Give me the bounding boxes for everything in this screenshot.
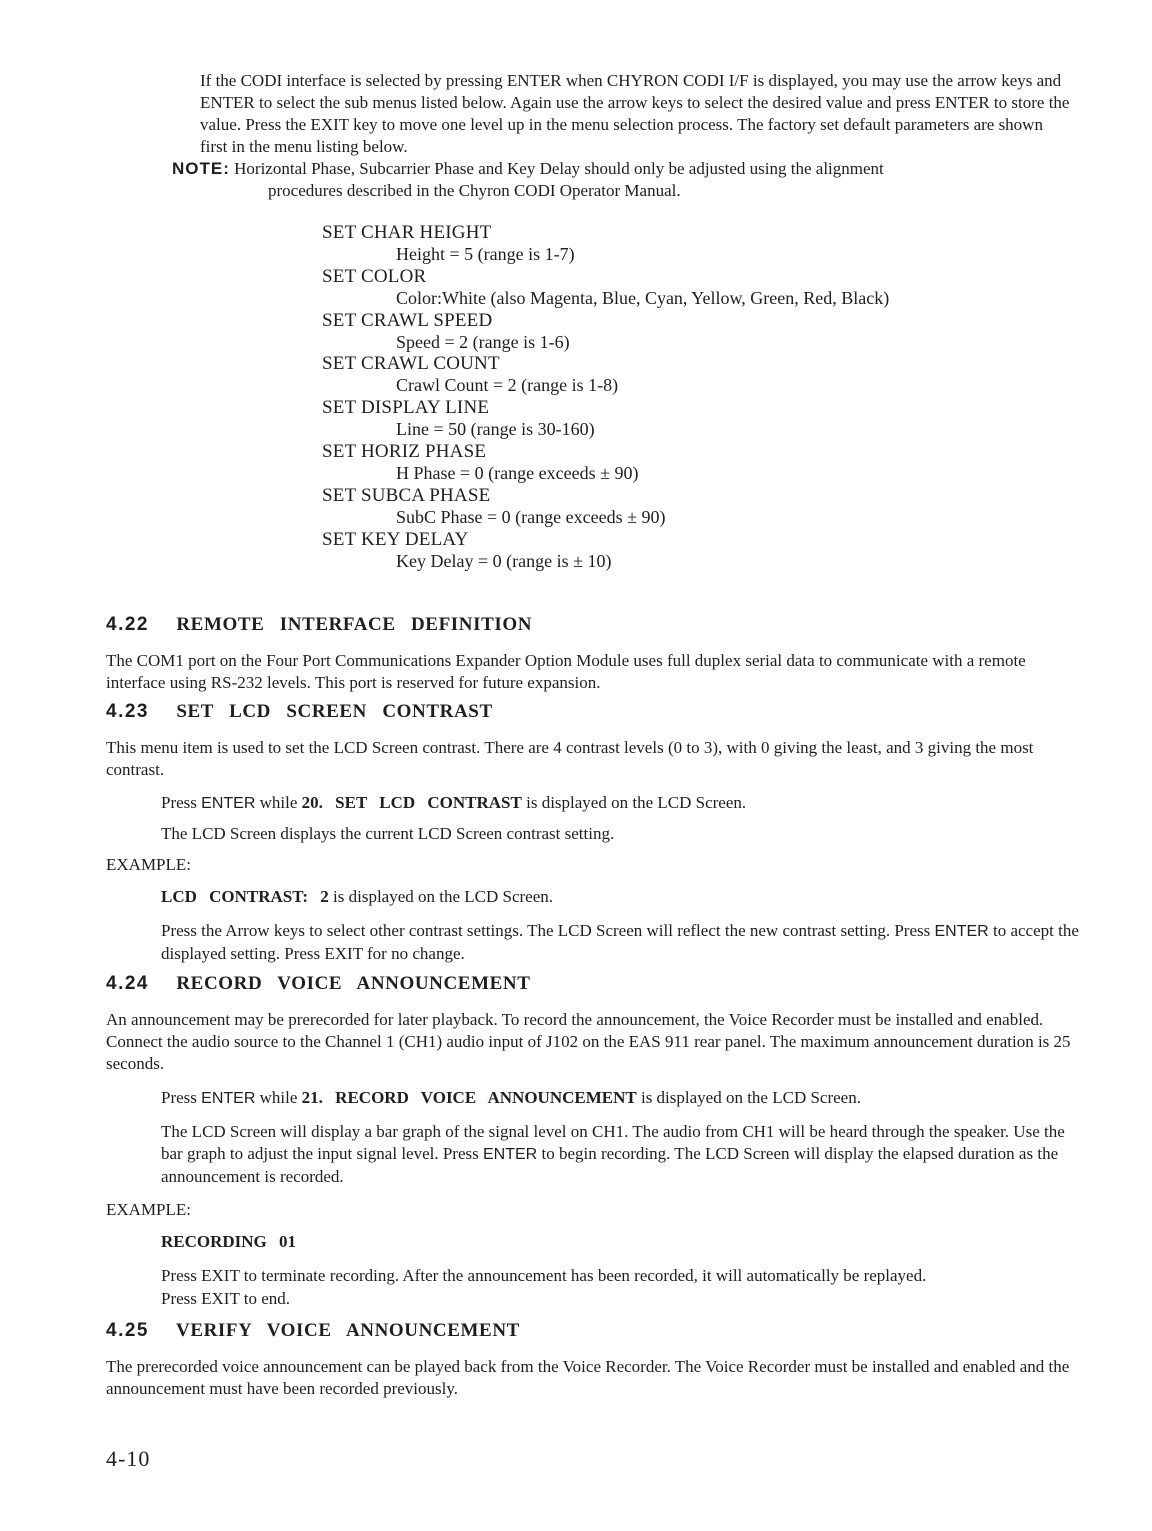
enter-key: ENTER	[934, 923, 989, 940]
section-4-24-heading	[106, 973, 530, 995]
menu-heading: SET HORIZ PHASE	[322, 441, 487, 463]
example-tail: is displayed on the LCD Screen.	[333, 887, 554, 906]
arrow-text-b: to accept the displayed setting. Press EXIT for no change.	[161, 921, 1079, 963]
menu-heading: SET KEY DELAY	[322, 528, 469, 550]
menu-item-21: 21. RECORD VOICE ANNOUNCEMENT	[301, 1088, 637, 1107]
while-word: while	[259, 793, 298, 812]
enter-key: ENTER	[483, 1146, 538, 1163]
menu-heading: SET CRAWL COUNT	[322, 353, 500, 375]
record-bar-graph-paragraph	[161, 1121, 1086, 1188]
menu-value: Line = 50 (range is 30-160)	[396, 419, 595, 440]
menu-value: Speed = 2 (range is 1-6)	[396, 331, 570, 352]
section-4-25-heading	[106, 1320, 520, 1342]
section-4-25-body: The prerecorded voice announcement can be played back from the Voice Recorder. The Voice Recorder must be installed and enabled and the announcement must have been recorded previously.	[106, 1357, 1070, 1398]
record-exit-line-2: Press EXIT to end.	[161, 1289, 291, 1308]
section-4-24-body: An announcement may be prerecorded for later playback. To record the announcement, the Voice Recorder must be installed and enabled. Connect the audio source to the Channel 1 (CH1) audio input of J102 on the EAS 911 rear panel. The maximum announcement duration is 25 seconds.	[106, 1010, 1071, 1073]
recording-example-line	[161, 1231, 1086, 1253]
codi-note	[172, 158, 1062, 202]
menu-heading: SET DISPLAY LINE	[322, 397, 490, 419]
press-tail: is displayed on the LCD Screen.	[640, 1088, 861, 1107]
menu-heading: SET CHAR HEIGHT	[322, 222, 492, 243]
menu-heading: SET SUBCA PHASE	[322, 484, 491, 506]
section-4-22-heading	[106, 614, 532, 636]
press-word: Press	[161, 1088, 197, 1107]
section-title: RECORD VOICE ANNOUNCEMENT	[176, 973, 531, 994]
while-word: while	[259, 1088, 298, 1107]
contrast-example-line	[161, 886, 1086, 908]
note-line-2: procedures described in the Chyron CODI Operator Manual.	[268, 181, 681, 200]
menu-value: SubC Phase = 0 (range exceeds ± 90)	[396, 506, 666, 527]
contrast-displays-line: The LCD Screen displays the current LCD Screen contrast setting.	[161, 824, 615, 843]
press-tail: is displayed on the LCD Screen.	[526, 793, 747, 812]
recording-display: RECORDING 01	[161, 1232, 297, 1251]
press-word: Press	[161, 793, 197, 812]
section-number: 4.24	[106, 973, 149, 994]
section-title: REMOTE INTERFACE DEFINITION	[176, 614, 533, 635]
menu-heading: SET CRAWL SPEED	[322, 309, 493, 331]
menu-item-20: 20. SET LCD CONTRAST	[301, 793, 522, 812]
contrast-arrow-instructions	[161, 920, 1086, 965]
section-number: 4.23	[106, 701, 149, 722]
page-number: 4-10	[106, 1446, 151, 1471]
note-label: NOTE:	[172, 159, 230, 178]
enter-key: ENTER	[201, 795, 256, 812]
record-press-enter-line	[161, 1087, 1086, 1110]
codi-intro-paragraph: If the CODI interface is selected by pressing ENTER when CHYRON CODI I/F is displayed, you may use the arrow keys and ENTER to select the sub menus listed below. Again use the arrow keys to select the desired value and press ENTER to store the value. Press the EXIT key to move one level up in the menu selection process. The factory set default parameters are shown first in the menu listing below.	[200, 71, 1070, 156]
note-line-1: Horizontal Phase, Subcarrier Phase and Key Delay should only be adjusted using the alignment	[234, 159, 884, 178]
section-number: 4.22	[106, 614, 149, 635]
menu-value: H Phase = 0 (range exceeds ± 90)	[396, 462, 639, 483]
section-4-23-body: This menu item is used to set the LCD Screen contrast. There are 4 contrast levels (0 to 3), with 0 giving the least, and 3 giving the most contrast.	[106, 738, 1034, 779]
section-title: VERIFY VOICE ANNOUNCEMENT	[176, 1320, 520, 1341]
record-exit-line-1: Press EXIT to terminate recording. After the announcement has been recorded, it will automatically be replayed.	[161, 1266, 927, 1285]
section-4-22-body: The COM1 port on the Four Port Communications Expander Option Module uses full duplex serial data to communicate with a remote interface using RS-232 levels. This port is reserved for future expansion.	[106, 651, 1026, 692]
arrow-text-a: Press the Arrow keys to select other contrast settings. The LCD Screen will reflect the new contrast setting. Press	[161, 921, 931, 940]
menu-value: Key Delay = 0 (range is ± 10)	[396, 550, 612, 571]
menu-value: Crawl Count = 2 (range is 1-8)	[396, 375, 619, 396]
enter-key: ENTER	[201, 1090, 256, 1107]
lcd-contrast-display: LCD CONTRAST: 2	[161, 887, 329, 906]
bar-text-a: The LCD Screen will display a bar graph of the signal level on CH1. The audio from CH1 will be heard through the speaker. Use the bar graph to adjust the input signal level. Press	[161, 1122, 1065, 1163]
bar-text-b: to begin recording. The LCD Screen will display the elapsed duration as the announcement is recorded.	[161, 1144, 1059, 1186]
contrast-press-enter-line	[161, 792, 1086, 815]
menu-heading: SET COLOR	[322, 265, 427, 287]
example-label: EXAMPLE:	[106, 855, 191, 874]
section-number: 4.25	[106, 1320, 149, 1341]
section-4-23-heading	[106, 701, 493, 723]
menu-value: Color:White (also Magenta, Blue, Cyan, Yellow, Green, Red, Black)	[396, 287, 890, 308]
codi-menu-listing	[322, 222, 1042, 573]
section-title: SET LCD SCREEN CONTRAST	[176, 701, 493, 722]
example-label: EXAMPLE:	[106, 1200, 191, 1219]
menu-value: Height = 5 (range is 1-7)	[396, 243, 575, 264]
